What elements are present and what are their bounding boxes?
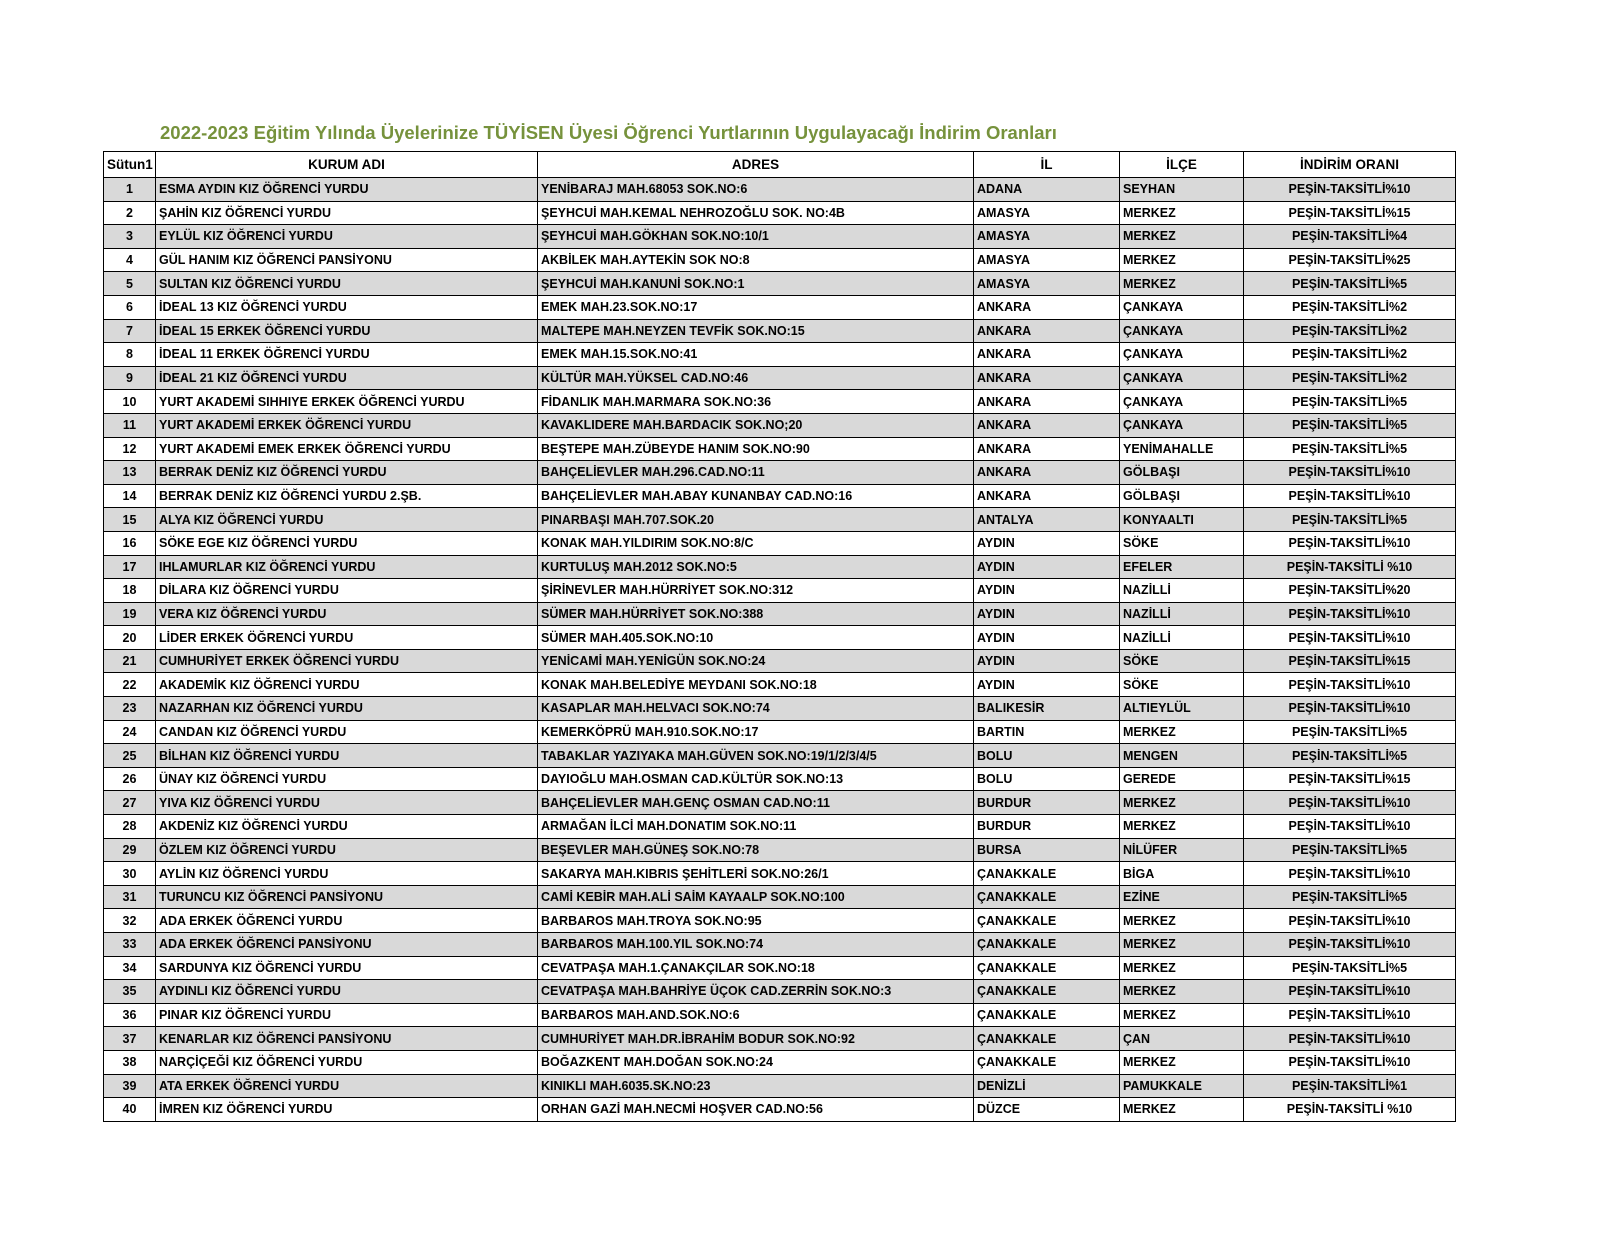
discount-rate-cell: PEŞİN-TAKSİTLİ%10 [1244, 484, 1456, 508]
address-cell: BAHÇELİEVLER MAH.GENÇ OSMAN CAD.NO:11 [538, 791, 974, 815]
header-address: ADRES [538, 152, 974, 178]
institution-name-cell: ADA ERKEK ÖĞRENCİ YURDU [156, 909, 538, 933]
district-cell: MERKEZ [1120, 980, 1244, 1004]
table-row [104, 225, 1456, 249]
province-cell: ÇANAKKALE [974, 956, 1120, 980]
row-number-cell: 37 [104, 1027, 156, 1051]
institution-name-cell: YURT AKADEMİ SIHHIYE ERKEK ÖĞRENCİ YURDU [156, 390, 538, 414]
province-cell: ANKARA [974, 366, 1120, 390]
header-discount-rate: İNDİRİM ORANI [1244, 152, 1456, 178]
address-cell: TABAKLAR YAZIYAKA MAH.GÜVEN SOK.NO:19/1/2/3/4/5 [538, 744, 974, 768]
header-province: İL [974, 152, 1120, 178]
province-cell: AMASYA [974, 272, 1120, 296]
row-number-cell: 12 [104, 437, 156, 461]
institution-name-cell: EYLÜL KIZ ÖĞRENCİ YURDU [156, 225, 538, 249]
province-cell: ANKARA [974, 295, 1120, 319]
discount-rate-cell: PEŞİN-TAKSİTLİ%25 [1244, 248, 1456, 272]
address-cell: BARBAROS MAH.AND.SOK.NO:6 [538, 1003, 974, 1027]
institution-name-cell: BİLHAN KIZ ÖĞRENCİ YURDU [156, 744, 538, 768]
row-number-cell: 28 [104, 815, 156, 839]
province-cell: ÇANAKKALE [974, 862, 1120, 886]
discount-rate-cell: PEŞİN-TAKSİTLİ%15 [1244, 201, 1456, 225]
discount-rate-cell: PEŞİN-TAKSİTLİ%10 [1244, 461, 1456, 485]
address-cell: DAYIOĞLU MAH.OSMAN CAD.KÜLTÜR SOK.NO:13 [538, 767, 974, 791]
province-cell: AYDIN [974, 649, 1120, 673]
district-cell: MERKEZ [1120, 272, 1244, 296]
address-cell: MALTEPE MAH.NEYZEN TEVFİK SOK.NO:15 [538, 319, 974, 343]
institution-name-cell: YIVA KIZ ÖĞRENCİ YURDU [156, 791, 538, 815]
district-cell: NAZİLLİ [1120, 579, 1244, 603]
address-cell: ŞEYHCUİ MAH.KEMAL NEHROZOĞLU SOK. NO:4B [538, 201, 974, 225]
table-row [104, 1050, 1456, 1074]
discount-rate-cell: PEŞİN-TAKSİTLİ%10 [1244, 178, 1456, 202]
province-cell: AMASYA [974, 248, 1120, 272]
table-row [104, 555, 1456, 579]
header-institution-name: KURUM ADI [156, 152, 538, 178]
table-row [104, 791, 1456, 815]
row-number-cell: 38 [104, 1050, 156, 1074]
address-cell: SAKARYA MAH.KIBRIS ŞEHİTLERİ SOK.NO:26/1 [538, 862, 974, 886]
table-row [104, 697, 1456, 721]
table-row [104, 744, 1456, 768]
address-cell: AKBİLEK MAH.AYTEKİN SOK NO:8 [538, 248, 974, 272]
table-row [104, 885, 1456, 909]
discount-rate-cell: PEŞİN-TAKSİTLİ %10 [1244, 555, 1456, 579]
table-row [104, 602, 1456, 626]
address-cell: BOĞAZKENT MAH.DOĞAN SOK.NO:24 [538, 1050, 974, 1074]
province-cell: ANKARA [974, 343, 1120, 367]
province-cell: BURSA [974, 838, 1120, 862]
district-cell: KONYAALTI [1120, 508, 1244, 532]
province-cell: DÜZCE [974, 1098, 1120, 1122]
district-cell: MERKEZ [1120, 720, 1244, 744]
table-row [104, 531, 1456, 555]
discount-table [103, 151, 1456, 1122]
district-cell: NİLÜFER [1120, 838, 1244, 862]
district-cell: MERKEZ [1120, 1098, 1244, 1122]
province-cell: ÇANAKKALE [974, 909, 1120, 933]
row-number-cell: 39 [104, 1074, 156, 1098]
district-cell: SEYHAN [1120, 178, 1244, 202]
table-row [104, 201, 1456, 225]
address-cell: KONAK MAH.YILDIRIM SOK.NO:8/C [538, 531, 974, 555]
discount-rate-cell: PEŞİN-TAKSİTLİ%5 [1244, 508, 1456, 532]
discount-rate-cell: PEŞİN-TAKSİTLİ%2 [1244, 319, 1456, 343]
district-cell: ÇANKAYA [1120, 413, 1244, 437]
institution-name-cell: NAZARHAN KIZ ÖĞRENCİ YURDU [156, 697, 538, 721]
table-row [104, 933, 1456, 957]
discount-rate-cell: PEŞİN-TAKSİTLİ%10 [1244, 1003, 1456, 1027]
province-cell: AMASYA [974, 225, 1120, 249]
address-cell: SÜMER MAH.HÜRRİYET SOK.NO:388 [538, 602, 974, 626]
discount-rate-cell: PEŞİN-TAKSİTLİ%10 [1244, 791, 1456, 815]
table-row [104, 838, 1456, 862]
address-cell: EMEK MAH.23.SOK.NO:17 [538, 295, 974, 319]
row-number-cell: 6 [104, 295, 156, 319]
district-cell: ÇANKAYA [1120, 390, 1244, 414]
table-row [104, 461, 1456, 485]
document-title: 2022-2023 Eğitim Yılında Üyelerinize TÜYİSEN Üyesi Öğrenci Yurtlarının Uygulayacağı İndirim Oranları [160, 122, 1057, 143]
discount-rate-cell: PEŞİN-TAKSİTLİ%5 [1244, 885, 1456, 909]
address-cell: KAVAKLIDERE MAH.BARDACIK SOK.NO;20 [538, 413, 974, 437]
discount-rate-cell: PEŞİN-TAKSİTLİ%10 [1244, 626, 1456, 650]
table-row [104, 390, 1456, 414]
discount-rate-cell: PEŞİN-TAKSİTLİ%15 [1244, 649, 1456, 673]
address-cell: BEŞEVLER MAH.GÜNEŞ SOK.NO:78 [538, 838, 974, 862]
province-cell: BURDUR [974, 791, 1120, 815]
address-cell: YENİBARAJ MAH.68053 SOK.NO:6 [538, 178, 974, 202]
district-cell: MERKEZ [1120, 248, 1244, 272]
institution-name-cell: AKDENİZ KIZ ÖĞRENCİ YURDU [156, 815, 538, 839]
discount-rate-cell: PEŞİN-TAKSİTLİ%20 [1244, 579, 1456, 603]
row-number-cell: 2 [104, 201, 156, 225]
table-row [104, 248, 1456, 272]
district-cell: GÖLBAŞI [1120, 461, 1244, 485]
row-number-cell: 11 [104, 413, 156, 437]
row-number-cell: 3 [104, 225, 156, 249]
district-cell: ÇANKAYA [1120, 343, 1244, 367]
row-number-cell: 30 [104, 862, 156, 886]
address-cell: SÜMER MAH.405.SOK.NO:10 [538, 626, 974, 650]
table-row [104, 343, 1456, 367]
address-cell: CUMHURİYET MAH.DR.İBRAHİM BODUR SOK.NO:92 [538, 1027, 974, 1051]
row-number-cell: 23 [104, 697, 156, 721]
institution-name-cell: AYLİN KIZ ÖĞRENCİ YURDU [156, 862, 538, 886]
row-number-cell: 4 [104, 248, 156, 272]
province-cell: AYDIN [974, 673, 1120, 697]
row-number-cell: 24 [104, 720, 156, 744]
institution-name-cell: SÖKE EGE KIZ ÖĞRENCİ YURDU [156, 531, 538, 555]
discount-rate-cell: PEŞİN-TAKSİTLİ%2 [1244, 295, 1456, 319]
row-number-cell: 29 [104, 838, 156, 862]
row-number-cell: 15 [104, 508, 156, 532]
province-cell: ADANA [974, 178, 1120, 202]
district-cell: ÇANKAYA [1120, 366, 1244, 390]
address-cell: FİDANLIK MAH.MARMARA SOK.NO:36 [538, 390, 974, 414]
address-cell: BEŞTEPE MAH.ZÜBEYDE HANIM SOK.NO:90 [538, 437, 974, 461]
province-cell: ANTALYA [974, 508, 1120, 532]
row-number-cell: 9 [104, 366, 156, 390]
institution-name-cell: İMREN KIZ ÖĞRENCİ YURDU [156, 1098, 538, 1122]
district-cell: GEREDE [1120, 767, 1244, 791]
discount-rate-cell: PEŞİN-TAKSİTLİ%5 [1244, 413, 1456, 437]
row-number-cell: 20 [104, 626, 156, 650]
row-number-cell: 40 [104, 1098, 156, 1122]
row-number-cell: 25 [104, 744, 156, 768]
row-number-cell: 36 [104, 1003, 156, 1027]
address-cell: YENİCAMİ MAH.YENİGÜN SOK.NO:24 [538, 649, 974, 673]
table-row [104, 1027, 1456, 1051]
address-cell: CEVATPAŞA MAH.1.ÇANAKÇILAR SOK.NO:18 [538, 956, 974, 980]
district-cell: EZİNE [1120, 885, 1244, 909]
row-number-cell: 18 [104, 579, 156, 603]
institution-name-cell: ALYA KIZ ÖĞRENCİ YURDU [156, 508, 538, 532]
row-number-cell: 5 [104, 272, 156, 296]
discount-rate-cell: PEŞİN-TAKSİTLİ%2 [1244, 343, 1456, 367]
header-district: İLÇE [1120, 152, 1244, 178]
province-cell: ÇANAKKALE [974, 885, 1120, 909]
province-cell: AYDIN [974, 579, 1120, 603]
address-cell: KURTULUŞ MAH.2012 SOK.NO:5 [538, 555, 974, 579]
row-number-cell: 22 [104, 673, 156, 697]
institution-name-cell: ESMA AYDIN KIZ ÖĞRENCİ YURDU [156, 178, 538, 202]
row-number-cell: 16 [104, 531, 156, 555]
province-cell: ANKARA [974, 413, 1120, 437]
table-row [104, 980, 1456, 1004]
province-cell: ANKARA [974, 484, 1120, 508]
institution-name-cell: VERA KIZ ÖĞRENCİ YURDU [156, 602, 538, 626]
table-row [104, 484, 1456, 508]
row-number-cell: 19 [104, 602, 156, 626]
discount-rate-cell: PEŞİN-TAKSİTLİ%5 [1244, 744, 1456, 768]
province-cell: ANKARA [974, 461, 1120, 485]
province-cell: AYDIN [974, 602, 1120, 626]
discount-rate-cell: PEŞİN-TAKSİTLİ%10 [1244, 909, 1456, 933]
institution-name-cell: ADA ERKEK ÖĞRENCİ PANSİYONU [156, 933, 538, 957]
address-cell: ŞEYHCUİ MAH.KANUNİ SOK.NO:1 [538, 272, 974, 296]
table-row [104, 295, 1456, 319]
discount-rate-cell: PEŞİN-TAKSİTLİ%5 [1244, 720, 1456, 744]
province-cell: ÇANAKKALE [974, 933, 1120, 957]
address-cell: KASAPLAR MAH.HELVACI SOK.NO:74 [538, 697, 974, 721]
address-cell: BAHÇELİEVLER MAH.ABAY KUNANBAY CAD.NO:16 [538, 484, 974, 508]
institution-name-cell: YURT AKADEMİ ERKEK ÖĞRENCİ YURDU [156, 413, 538, 437]
institution-name-cell: İDEAL 21 KIZ ÖĞRENCİ YURDU [156, 366, 538, 390]
discount-rate-cell: PEŞİN-TAKSİTLİ%10 [1244, 602, 1456, 626]
institution-name-cell: PINAR KIZ ÖĞRENCİ YURDU [156, 1003, 538, 1027]
table-row [104, 508, 1456, 532]
discount-rate-cell: PEŞİN-TAKSİTLİ%10 [1244, 933, 1456, 957]
institution-name-cell: CUMHURİYET ERKEK ÖĞRENCİ YURDU [156, 649, 538, 673]
province-cell: BURDUR [974, 815, 1120, 839]
district-cell: EFELER [1120, 555, 1244, 579]
province-cell: AYDIN [974, 555, 1120, 579]
table-row [104, 1098, 1456, 1122]
discount-rate-cell: PEŞİN-TAKSİTLİ %10 [1244, 1098, 1456, 1122]
address-cell: CEVATPAŞA MAH.BAHRİYE ÜÇOK CAD.ZERRİN SOK.NO:3 [538, 980, 974, 1004]
discount-rate-cell: PEŞİN-TAKSİTLİ%10 [1244, 1027, 1456, 1051]
row-number-cell: 34 [104, 956, 156, 980]
address-cell: BARBAROS MAH.100.YIL SOK.NO:74 [538, 933, 974, 957]
district-cell: SÖKE [1120, 649, 1244, 673]
province-cell: ÇANAKKALE [974, 1027, 1120, 1051]
table-row [104, 767, 1456, 791]
province-cell: ANKARA [974, 390, 1120, 414]
discount-rate-cell: PEŞİN-TAKSİTLİ%15 [1244, 767, 1456, 791]
table-row [104, 862, 1456, 886]
table-row [104, 909, 1456, 933]
row-number-cell: 8 [104, 343, 156, 367]
institution-name-cell: İDEAL 15 ERKEK ÖĞRENCİ YURDU [156, 319, 538, 343]
row-number-cell: 13 [104, 461, 156, 485]
address-cell: PINARBAŞI MAH.707.SOK.20 [538, 508, 974, 532]
address-cell: KINIKLI MAH.6035.SK.NO:23 [538, 1074, 974, 1098]
district-cell: SÖKE [1120, 673, 1244, 697]
district-cell: ALTIEYLÜL [1120, 697, 1244, 721]
discount-rate-cell: PEŞİN-TAKSİTLİ%5 [1244, 956, 1456, 980]
address-cell: BAHÇELİEVLER MAH.296.CAD.NO:11 [538, 461, 974, 485]
table-row [104, 956, 1456, 980]
discount-rate-cell: PEŞİN-TAKSİTLİ%5 [1244, 838, 1456, 862]
address-cell: ORHAN GAZİ MAH.NECMİ HOŞVER CAD.NO:56 [538, 1098, 974, 1122]
district-cell: NAZİLLİ [1120, 602, 1244, 626]
institution-name-cell: TURUNCU KIZ ÖĞRENCİ PANSİYONU [156, 885, 538, 909]
district-cell: GÖLBAŞI [1120, 484, 1244, 508]
row-number-cell: 10 [104, 390, 156, 414]
address-cell: CAMİ KEBİR MAH.ALİ SAİM KAYAALP SOK.NO:100 [538, 885, 974, 909]
address-cell: ŞİRİNEVLER MAH.HÜRRİYET SOK.NO:312 [538, 579, 974, 603]
table-row [104, 437, 1456, 461]
institution-name-cell: ŞAHİN KIZ ÖĞRENCİ YURDU [156, 201, 538, 225]
province-cell: ÇANAKKALE [974, 1003, 1120, 1027]
discount-rate-cell: PEŞİN-TAKSİTLİ%10 [1244, 531, 1456, 555]
district-cell: PAMUKKALE [1120, 1074, 1244, 1098]
address-cell: BARBAROS MAH.TROYA SOK.NO:95 [538, 909, 974, 933]
district-cell: NAZİLLİ [1120, 626, 1244, 650]
institution-name-cell: ATA ERKEK ÖĞRENCİ YURDU [156, 1074, 538, 1098]
institution-name-cell: ÖZLEM KIZ ÖĞRENCİ YURDU [156, 838, 538, 862]
institution-name-cell: DİLARA KIZ ÖĞRENCİ YURDU [156, 579, 538, 603]
district-cell: MERKEZ [1120, 815, 1244, 839]
discount-rate-cell: PEŞİN-TAKSİTLİ%5 [1244, 437, 1456, 461]
province-cell: AYDIN [974, 626, 1120, 650]
institution-name-cell: İDEAL 11 ERKEK ÖĞRENCİ YURDU [156, 343, 538, 367]
province-cell: ÇANAKKALE [974, 1050, 1120, 1074]
district-cell: ÇAN [1120, 1027, 1244, 1051]
institution-name-cell: SULTAN KIZ ÖĞRENCİ YURDU [156, 272, 538, 296]
district-cell: MERKEZ [1120, 956, 1244, 980]
province-cell: ANKARA [974, 319, 1120, 343]
institution-name-cell: IHLAMURLAR KIZ ÖĞRENCİ YURDU [156, 555, 538, 579]
district-cell: SÖKE [1120, 531, 1244, 555]
discount-rate-cell: PEŞİN-TAKSİTLİ%10 [1244, 815, 1456, 839]
row-number-cell: 31 [104, 885, 156, 909]
district-cell: MERKEZ [1120, 1050, 1244, 1074]
institution-name-cell: NARÇİÇEĞİ KIZ ÖĞRENCİ YURDU [156, 1050, 538, 1074]
institution-name-cell: İDEAL 13 KIZ ÖĞRENCİ YURDU [156, 295, 538, 319]
header-column-number: Sütun1 [104, 152, 156, 178]
address-cell: KEMERKÖPRÜ MAH.910.SOK.NO:17 [538, 720, 974, 744]
table-row [104, 579, 1456, 603]
discount-rate-cell: PEŞİN-TAKSİTLİ%5 [1244, 272, 1456, 296]
institution-name-cell: BERRAK DENİZ KIZ ÖĞRENCİ YURDU 2.ŞB. [156, 484, 538, 508]
province-cell: ANKARA [974, 437, 1120, 461]
row-number-cell: 17 [104, 555, 156, 579]
discount-rate-cell: PEŞİN-TAKSİTLİ%1 [1244, 1074, 1456, 1098]
district-cell: MENGEN [1120, 744, 1244, 768]
row-number-cell: 33 [104, 933, 156, 957]
row-number-cell: 7 [104, 319, 156, 343]
table-header-row [104, 152, 1456, 178]
institution-name-cell: LİDER ERKEK ÖĞRENCİ YURDU [156, 626, 538, 650]
institution-name-cell: CANDAN KIZ ÖĞRENCİ YURDU [156, 720, 538, 744]
table-row [104, 178, 1456, 202]
table-body [104, 178, 1456, 1122]
discount-rate-cell: PEŞİN-TAKSİTLİ%10 [1244, 980, 1456, 1004]
institution-name-cell: BERRAK DENİZ KIZ ÖĞRENCİ YURDU [156, 461, 538, 485]
province-cell: AYDIN [974, 531, 1120, 555]
discount-rate-cell: PEŞİN-TAKSİTLİ%10 [1244, 1050, 1456, 1074]
row-number-cell: 32 [104, 909, 156, 933]
institution-name-cell: SARDUNYA KIZ ÖĞRENCİ YURDU [156, 956, 538, 980]
row-number-cell: 21 [104, 649, 156, 673]
institution-name-cell: GÜL HANIM KIZ ÖĞRENCİ PANSİYONU [156, 248, 538, 272]
table-row [104, 1003, 1456, 1027]
table-row [104, 649, 1456, 673]
district-cell: MERKEZ [1120, 201, 1244, 225]
discount-rate-cell: PEŞİN-TAKSİTLİ%10 [1244, 697, 1456, 721]
row-number-cell: 14 [104, 484, 156, 508]
district-cell: MERKEZ [1120, 909, 1244, 933]
district-cell: MERKEZ [1120, 933, 1244, 957]
province-cell: AMASYA [974, 201, 1120, 225]
discount-rate-cell: PEŞİN-TAKSİTLİ%10 [1244, 862, 1456, 886]
district-cell: ÇANKAYA [1120, 319, 1244, 343]
table-row [104, 815, 1456, 839]
table-row [104, 319, 1456, 343]
discount-rate-cell: PEŞİN-TAKSİTLİ%10 [1244, 673, 1456, 697]
province-cell: ÇANAKKALE [974, 980, 1120, 1004]
table-row [104, 1074, 1456, 1098]
address-cell: KONAK MAH.BELEDİYE MEYDANI SOK.NO:18 [538, 673, 974, 697]
row-number-cell: 1 [104, 178, 156, 202]
table-row [104, 626, 1456, 650]
district-cell: ÇANKAYA [1120, 295, 1244, 319]
institution-name-cell: KENARLAR KIZ ÖĞRENCİ PANSİYONU [156, 1027, 538, 1051]
row-number-cell: 27 [104, 791, 156, 815]
address-cell: KÜLTÜR MAH.YÜKSEL CAD.NO:46 [538, 366, 974, 390]
table-row [104, 413, 1456, 437]
institution-name-cell: ÜNAY KIZ ÖĞRENCİ YURDU [156, 767, 538, 791]
district-cell: MERKEZ [1120, 1003, 1244, 1027]
table-row [104, 720, 1456, 744]
discount-rate-cell: PEŞİN-TAKSİTLİ%2 [1244, 366, 1456, 390]
row-number-cell: 35 [104, 980, 156, 1004]
discount-rate-cell: PEŞİN-TAKSİTLİ%4 [1244, 225, 1456, 249]
province-cell: BARTIN [974, 720, 1120, 744]
discount-rate-cell: PEŞİN-TAKSİTLİ%5 [1244, 390, 1456, 414]
table-row [104, 673, 1456, 697]
institution-name-cell: AYDINLI KIZ ÖĞRENCİ YURDU [156, 980, 538, 1004]
province-cell: BOLU [974, 744, 1120, 768]
institution-name-cell: AKADEMİK KIZ ÖĞRENCİ YURDU [156, 673, 538, 697]
address-cell: ŞEYHCUİ MAH.GÖKHAN SOK.NO:10/1 [538, 225, 974, 249]
district-cell: YENİMAHALLE [1120, 437, 1244, 461]
province-cell: DENİZLİ [974, 1074, 1120, 1098]
district-cell: MERKEZ [1120, 225, 1244, 249]
address-cell: ARMAĞAN İLCİ MAH.DONATIM SOK.NO:11 [538, 815, 974, 839]
institution-name-cell: YURT AKADEMİ EMEK ERKEK ÖĞRENCİ YURDU [156, 437, 538, 461]
table-row [104, 366, 1456, 390]
district-cell: BİGA [1120, 862, 1244, 886]
address-cell: EMEK MAH.15.SOK.NO:41 [538, 343, 974, 367]
province-cell: BALIKESİR [974, 697, 1120, 721]
district-cell: MERKEZ [1120, 791, 1244, 815]
table-row [104, 272, 1456, 296]
province-cell: BOLU [974, 767, 1120, 791]
row-number-cell: 26 [104, 767, 156, 791]
